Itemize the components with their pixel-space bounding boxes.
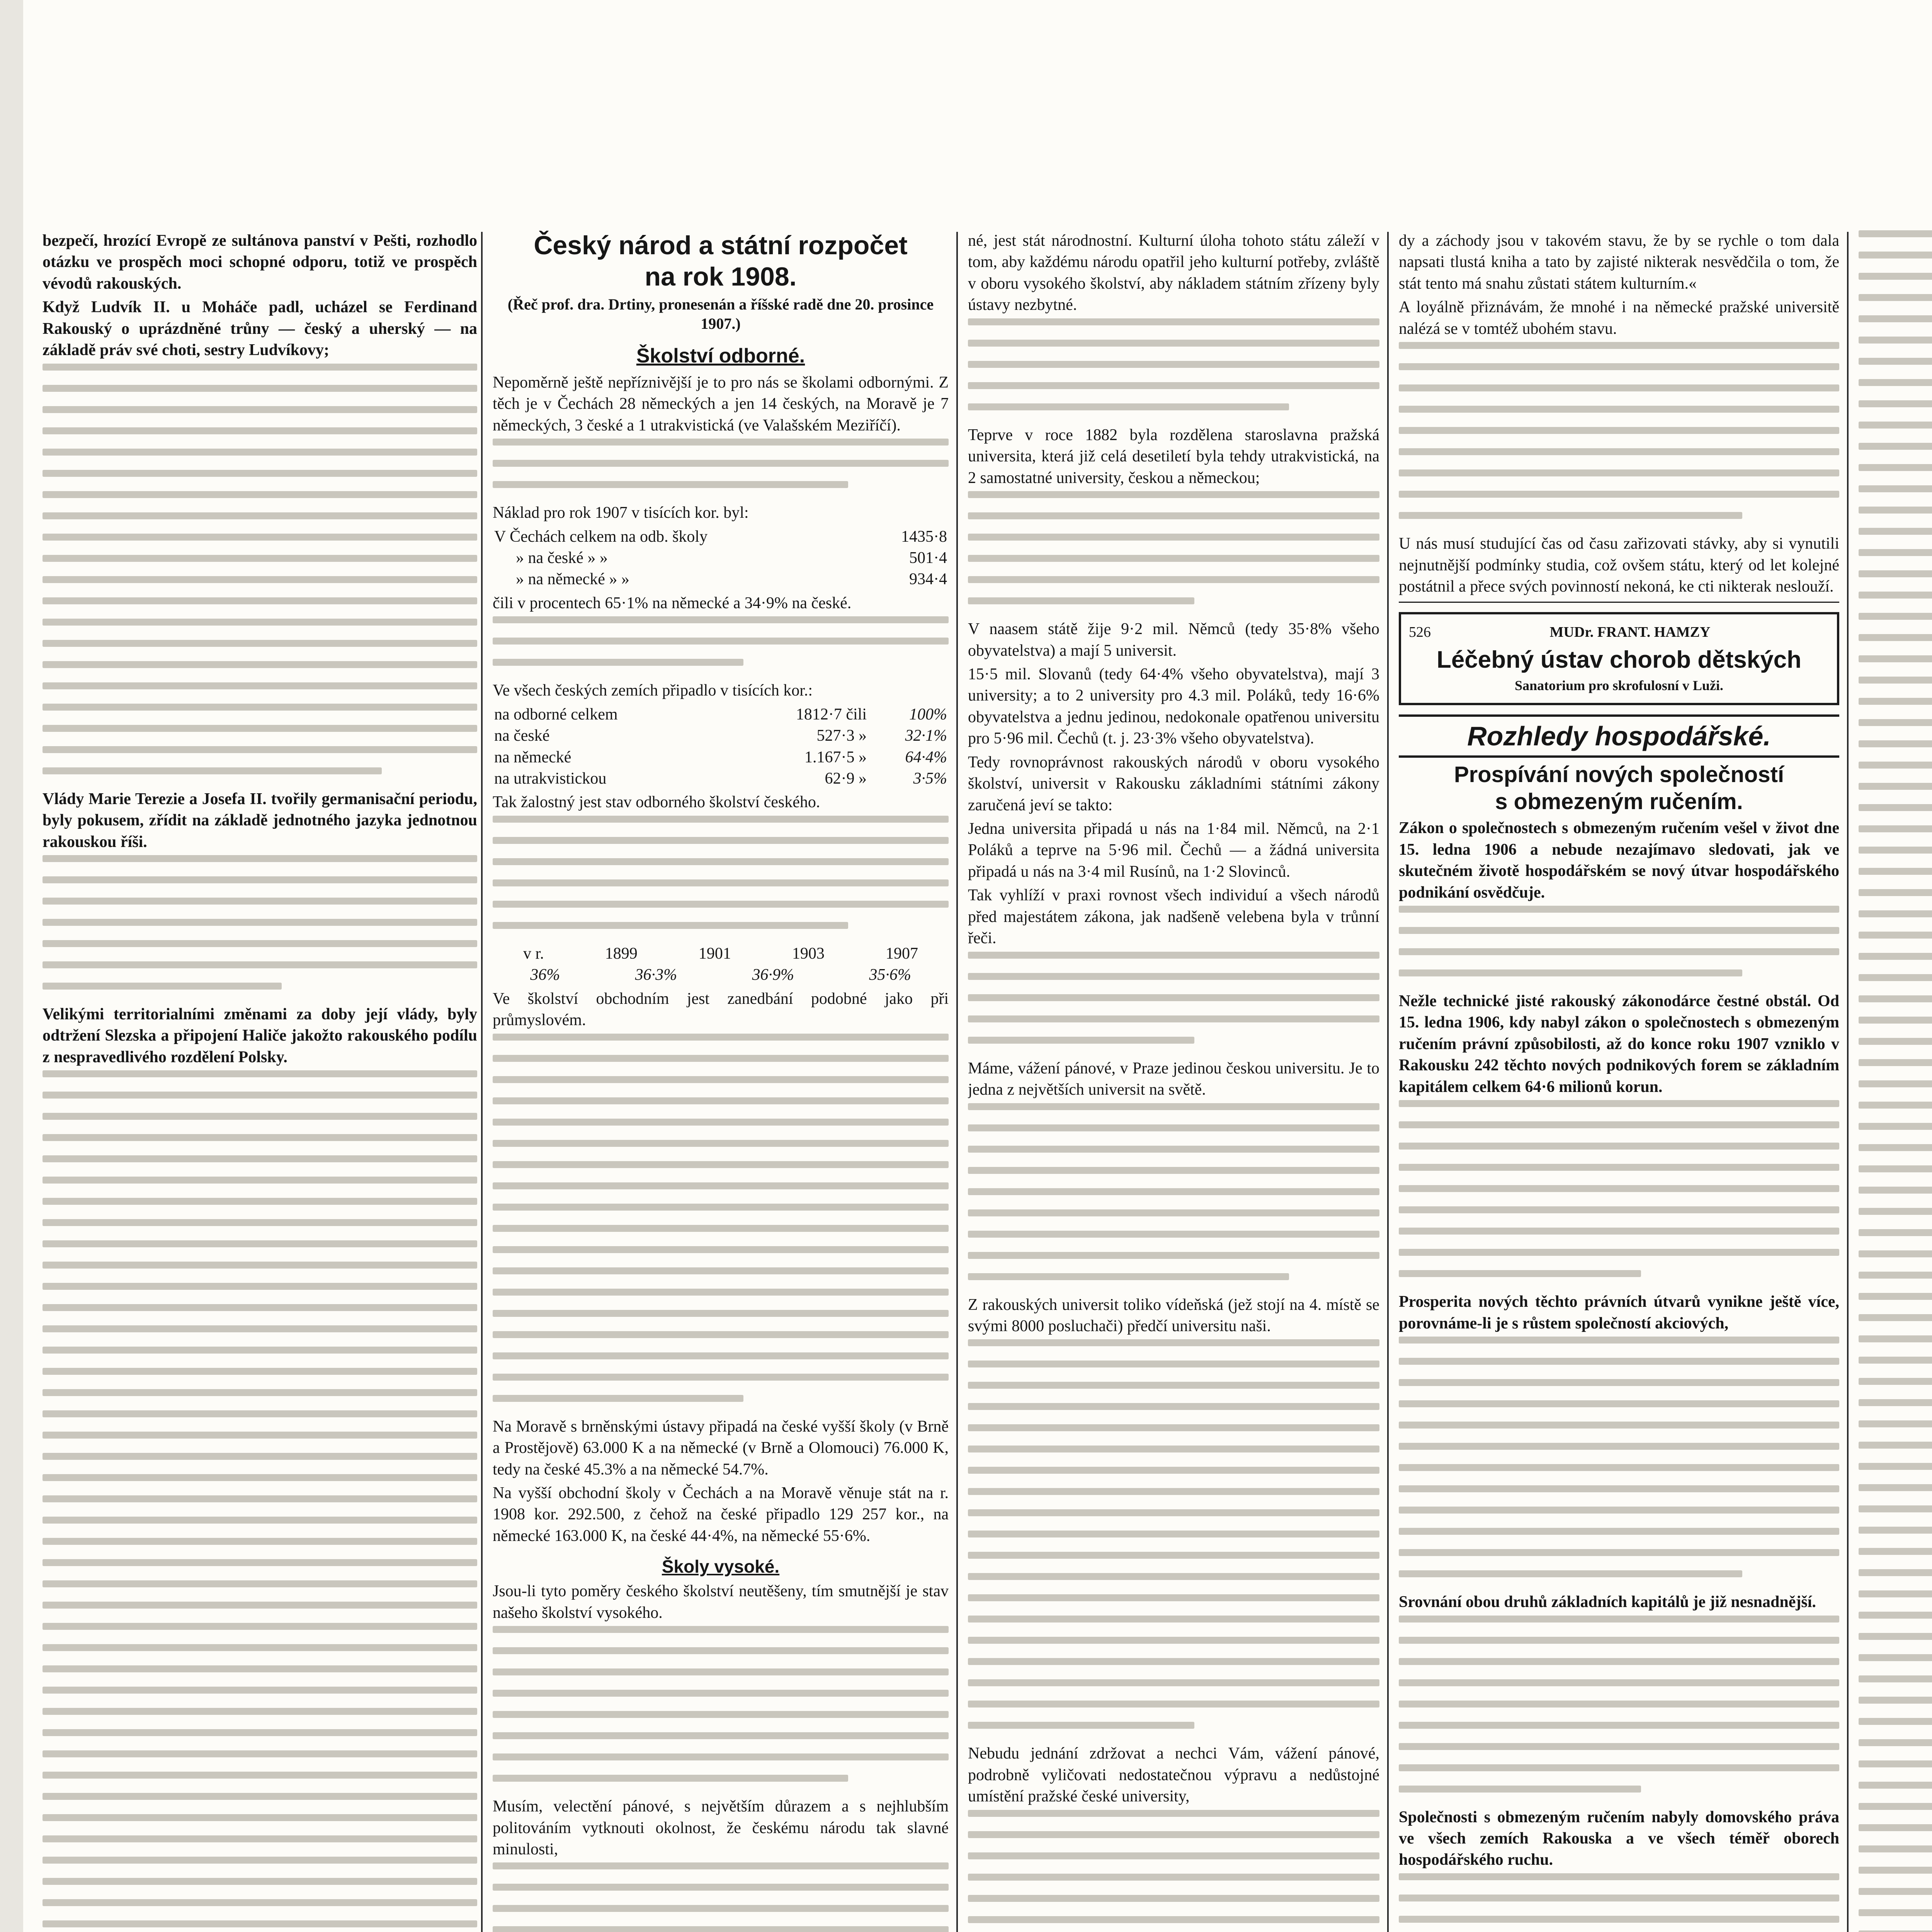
article-paragraph: 15·5 mil. Slovanů (tedy 64·4% všeho obyvatelstva), mají 3 university; a to 2 university pro 4.3 mil. Poláků, tedy 16·6% obyvatelstva a jednu jedinou, nedokonale opatřenou universitu pro 5·96 mil. Čechů (t. j. 23·3% všeho obyvatelstva). [968,665,1379,748]
history-lead-paragraph: bezpečí, hrozící Evropě ze sultánova panství v Pešti, rozhodlo otázku ve prospěch moci schopné odporu, totiž ve prospěch vévodů rakouských. [43,232,477,293]
article-paragraph: dy a záchody jsou v takovém stavu, že by se rychle o tom dala napsati tlustá kniha a tato by zajisté nikterak nesvědčila o tom, že stát tento má snahu zůstati státem kulturním.« [1399,232,1839,293]
sanatorium-advertisement [1399,612,1839,705]
article-paragraph: Zákon o společnostech s obmezeným ručením vešel v život dne 15. ledna 1906 a nebude nezajímavo sledovati, jak ve skutečném životě hospodářském se nový útvar hospodářského podnikání osvědčuje. [1399,819,1839,901]
illegible-text-block [1399,1337,1839,1577]
illegible-text-block [43,1070,477,1932]
article-paragraph: čili v procentech 65·1% na německé a 34·9% na české. [493,594,852,612]
table-cell-label: » na německé » » [516,570,629,588]
column-5-partial [1859,228,1932,1932]
section-heading: Školy vysoké. [662,1556,780,1577]
column-3 [968,228,1379,1932]
illegible-text-block [493,816,949,929]
article-paragraph: Ve školství obchodním jest zanedbání podobné jako při průmyslovém. [493,990,949,1029]
table-cell-value: 527·3 » [816,727,867,745]
illegible-text-block [493,1626,949,1782]
table-cell-value: 1812·7 čili [796,705,867,723]
article-paragraph: Náklad pro rok 1907 v tisících kor. byl: [493,504,749,522]
illegible-text-block [968,1103,1379,1280]
table-row [493,725,949,747]
article-byline: (Řeč prof. dra. Drtiny, pronesenán a říšské radě dne 20. prosince 1907.) [507,295,934,332]
table-cell-percent: 3·5% [913,770,947,788]
year-label: 1907 [885,944,918,963]
article-paragraph: A loyálně přiznávám, že mnohé i na německé pražské universitě nalézá se v tomtéž ubohém stavu. [1399,298,1839,338]
illegible-text-block [1859,230,1932,1932]
illegible-text-block [1399,906,1839,976]
article-paragraph: Srovnání obou druhů základních kapitálů je již nesnadnější. [1399,1593,1816,1611]
year-percent-row [493,964,949,986]
table-cell-percent: 64·4% [905,748,947,766]
column-1 [43,228,477,1932]
article-paragraph: U nás musí studující čas od času zařizovati stávky, aby si vynutili nejnutnější podmínky studia, což ovšem státu, který od let kolejné postátnil a přece svých povinností nekoná, ke cti nikterak neslouží. [1399,535,1839,596]
history-paragraph: Velikými territorialními změnami za doby její vlády, byly odtržení Slezska a připojení Haliče jakožto rakouského podílu z nespravedlivého rozdělení Polsky. [43,1005,477,1066]
illegible-text-block [1399,1873,1839,1932]
illegible-text-block [1399,342,1839,519]
column-rule [1847,232,1849,1932]
article-paragraph: Jedna universita připadá u nás na 1·84 mil. Němců, na 2·1 Poláků a teprve na 5·96 mil. Čechů — a žádná universita připadá u nás na 3·4 mil Rusínů, na 1·2 Slovinců. [968,820,1379,881]
ad-number: 526 [1409,624,1431,640]
table-row [493,569,949,590]
column-rule [956,232,958,1932]
year-label: 1899 [605,944,638,963]
article-paragraph: Teprve v roce 1882 byla rozdělena staroslavna pražská universita, která již celá desetiletí byla tehdy utrakvistická, na 2 samostatné university, českou a německou; [968,426,1379,487]
year-label: 1901 [698,944,731,963]
article-paragraph: Nebudu jednání zdržovat a nechci Vám, vážení pánové, podrobně vyličovati nedostatečnou výpravu a nedůstojné umístění pražské české university, [968,1745,1379,1806]
article-paragraph: Prosperita nových těchto právních útvarů vynikne ještě více, porovnáme-li je s růstem společností akciových, [1399,1293,1839,1332]
illegible-text-block [968,1339,1379,1729]
illegible-text-block [1399,1616,1839,1793]
table-cell-label: na odborné celkem [494,705,618,723]
table-cell-value: 934·4 [909,570,947,588]
article-paragraph: Tak vyhlíží v praxi rovnost všech individuí a všech národů před majestátem zákona, jak nadšeně velebena byla v trůnní řeči. [968,886,1379,947]
illegible-text-block [493,1862,949,1932]
illegible-text-block [1399,1100,1839,1277]
budget-table-czech-lands [493,704,949,790]
article-paragraph: Ve všech českých zemích připadlo v tisících kor.: [493,682,813,700]
year-percent: 35·6% [869,966,911,984]
table-row [493,548,949,569]
article-paragraph: Jsou-li tyto poměry českého školství neutěšeny, tím smutnější je stav našeho školství vysokého. [493,1582,949,1622]
table-cell-label: na německé [494,748,571,766]
article-paragraph: Společnosti s obmezeným ručením nabyly domovského práva ve všech zemích Rakouska a ve všech téměř oborech hospodářského ruchu. [1399,1808,1839,1869]
article-paragraph: Tak žalostný jest stav odborného školství českého. [493,793,820,811]
section-heading: Školství odborné. [636,344,805,367]
article-paragraph: Nežle technické jisté rakouský zákonodárce čestné obstál. Od 15. ledna 1906, kdy nabyl zákon o společnostech s obmezeným ručením právní způsobilosti, až do konce roku 1907 vzniklo v Rakousku 242 těchto nových podnikových forem se základním kapitálem celkem 64·6 milionů korun. [1399,992,1839,1096]
section-divider [1399,602,1839,603]
table-row [493,768,949,789]
illegible-text-block [968,1810,1379,1932]
column-4 [1399,228,1839,1932]
article-paragraph: né, jest stát národnostní. Kulturní úloha tohoto státu záleží v tom, aby každému národu opatřil jeho kulturní potřeby, zvláště v oboru vysokého školství, aby nákladem státním zřízeny byly ústavy nezbytné. [968,232,1379,314]
article-paragraph: Na Moravě s brněnskými ústavy připadá na české vyšší školy (v Brně a Prostějově) 63.000 K a na německé (v Brně a Olomouci) 76.000 K, tedy na české 45.3% a na německé 54.7%. [493,1417,949,1478]
history-paragraph: Když Ludvík II. u Moháče padl, ucházel se Ferdinand Rakouský o uprázdněné trůny — český a uherský — na základě práv své choti, sestry Ludvíkovy; [43,298,477,359]
history-paragraph: Vlády Marie Terezie a Josefa II. tvořily germanisační periodu, byly pokusem, zřídit na základě jednotného jazyka jednotnou rakouskou říši. [43,790,477,851]
table-cell-label: V Čechách celkem na odb. školy [494,527,708,546]
ad-tagline: Sanatorium pro skrofulosní v Luži. [1515,677,1723,693]
illegible-text-block [968,952,1379,1044]
budget-table-bohemia [493,526,949,590]
year-row [493,943,949,964]
illegible-text-block [968,491,1379,604]
article-paragraph: Máme, vážení pánové, v Praze jedinou českou universitu. Je to jedna z největších universit na světě. [968,1059,1379,1099]
table-cell-value: 501·4 [909,549,947,567]
table-row [493,747,949,768]
article-headline: Český národ a státní rozpočet [534,231,908,260]
table-cell-value: 62·9 » [825,770,867,788]
table-row [493,526,949,548]
year-percent: 36·3% [635,966,677,984]
ad-doctor-name: MUDr. FRANT. HAMZY [1549,624,1711,640]
table-cell-percent: 100% [909,705,947,723]
article-paragraph: Z rakouských universit toliko vídeňská (jež stojí na 4. místě se svými 8000 posluchači) předčí universitu naši. [968,1296,1379,1335]
column-rule [1387,232,1389,1932]
column-rule [481,232,483,1932]
article-headline: Prospívání nových společností [1454,762,1784,787]
illegible-text-block [493,616,949,666]
article-paragraph: Nepoměrně ještě nepříznivější je to pro nás se školami odbornými. Z těch je v Čechách 28 německých a jen 14 českých, na Moravě je 7 německých, 3 české a 1 utrakvistická (ve Valašském Meziříčí). [493,373,949,434]
ad-header [1409,624,1829,641]
year-percent: 36·9% [752,966,794,984]
table-cell-percent: 32·1% [905,727,947,745]
table-cell-value: 1.167·5 » [804,748,867,766]
article-headline-line-2: s obmezeným ručením. [1495,789,1743,815]
article-paragraph: V naasem státě žije 9·2 mil. Němců (tedy 35·8% všeho obyvatelstva) a mají 5 universit. [968,620,1379,660]
column-2 [493,228,949,1932]
adjacent-page-edge-left [0,0,23,1932]
illegible-text-block [493,1034,949,1402]
table-cell-label: na české [494,727,550,745]
illegible-text-block [493,439,949,488]
year-percent: 36% [530,966,560,984]
year-label: 1903 [792,944,825,963]
table-cell-label: na utrakvistickou [494,770,607,788]
illegible-text-block [968,318,1379,410]
table-cell-value: 1435·8 [901,527,947,546]
illegible-text-block [43,855,477,990]
article-headline-line-2: na rok 1908. [645,262,797,292]
article-paragraph: Tedy rovnoprávnost rakouských národů v oboru vysokého školství, universit v Rakousku základními státními zákony zaručená jeví se takto: [968,753,1379,814]
ad-institution-name: Léčebný ústav chorob dětských [1436,646,1802,673]
article-paragraph: Na vyšší obchodní školy v Čechách a na Moravě věnuje stát na r. 1908 kor. 292.500, z čehož na české připadlo 129 257 kor., na německé 163.000 K, na české 44·4%, na německé 55·6%. [493,1484,949,1545]
year-prefix: v r. [523,944,544,963]
table-row [493,704,949,725]
illegible-text-block [43,364,477,774]
article-paragraph: Musím, velectění pánové, s největším důrazem a s nejhlubším politováním vytknouti okolnost, že českému národu tak slavné minulosti, [493,1798,949,1859]
table-cell-label: » na české » » [516,549,608,567]
section-banner: Rozhledy hospodářské. [1399,714,1839,758]
